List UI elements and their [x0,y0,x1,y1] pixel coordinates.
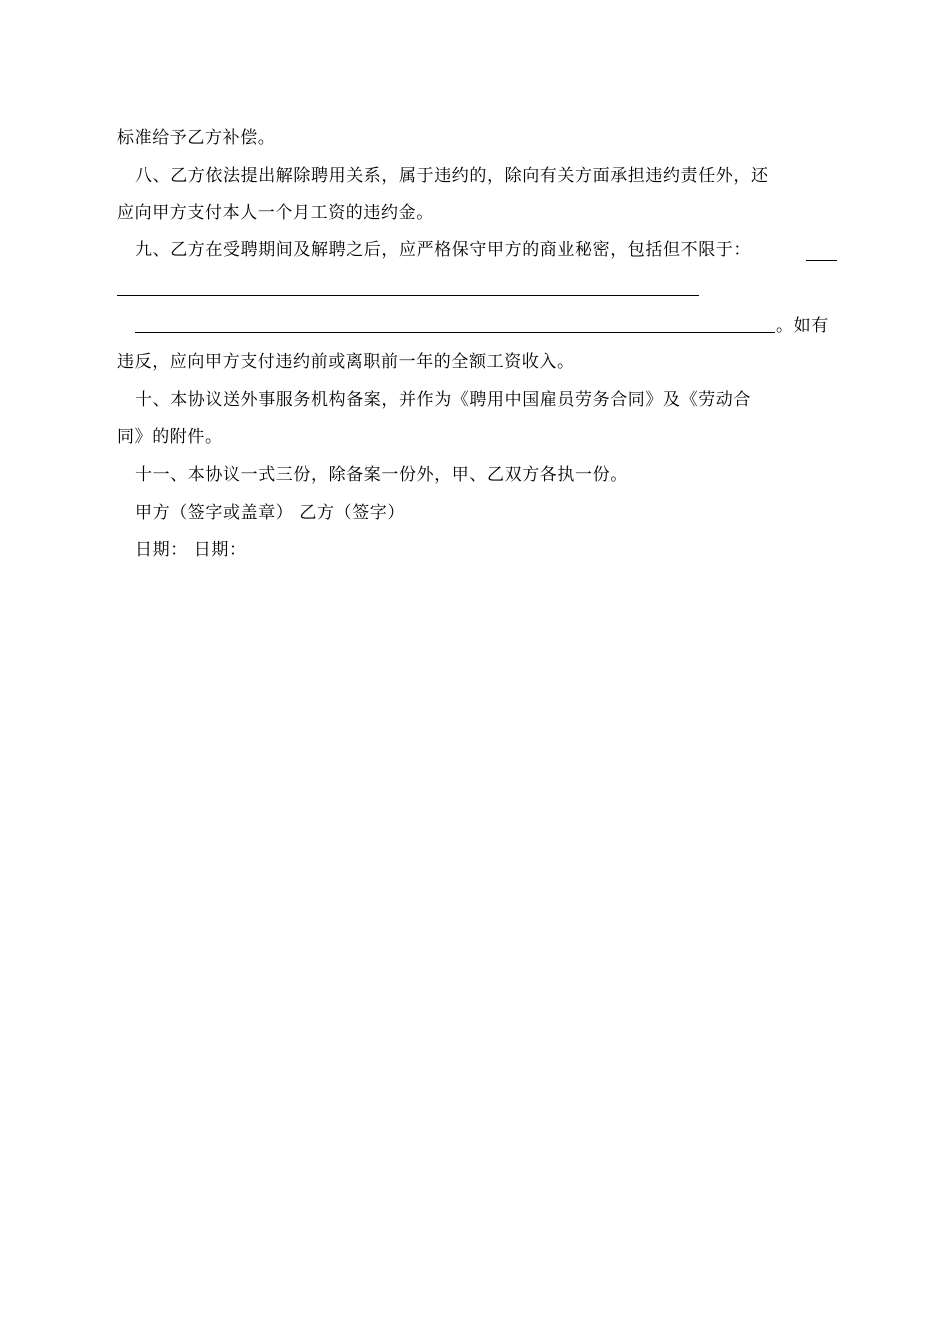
clause-9-line-1: 九、乙方在受聘期间及解聘之后，应严格保守甲方的商业秘密，包括但不限于： [135,240,751,260]
blank-fill-line [806,260,837,261]
blank-fill-line [135,332,775,333]
clause-9-line-3: 违反，应向甲方支付违约前或离职前一年的全额工资收入。 [117,352,575,372]
clause-11-line: 十一、本协议一式三份，除备案一份外，甲、乙双方各执一份。 [135,465,628,485]
clause-10-line-2: 同》的附件。 [117,427,223,447]
clause-8-line-2: 应向甲方支付本人一个月工资的违约金。 [117,203,434,223]
clause-10-line-1: 十、本协议送外事服务机构备案，并作为《聘用中国雇员劳务合同》及《劳动合 [135,390,751,410]
clause-8-line-1: 八、乙方依法提出解除聘用关系，属于违约的，除向有关方面承担违约责任外，还 [135,166,769,186]
paragraph-line: 标准给予乙方补偿。 [117,128,276,148]
signature-line: 甲方（签字或盖章） 乙方（签字） [135,503,406,523]
date-line: 日期： 日期： [135,540,247,560]
clause-9-line-end: 。如有 [776,316,829,336]
blank-fill-line [117,295,699,296]
